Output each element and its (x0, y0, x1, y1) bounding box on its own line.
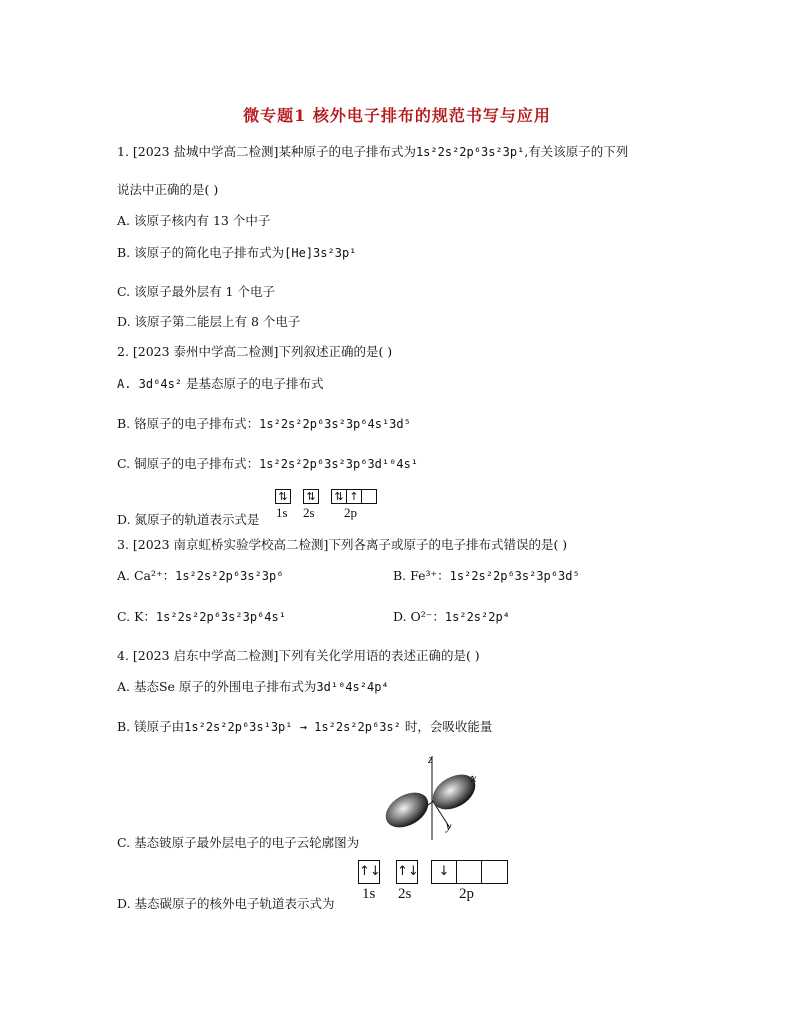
q4-orbital-2p-3 (482, 861, 507, 883)
q3-option-b-config: 1s²2s²2p⁶3s²3p⁶3d⁵ (449, 569, 580, 583)
q1-stem-suffix: ,有关该原子的下列 (524, 144, 629, 159)
q3-option-b (393, 568, 580, 584)
q1-stem-line2: 说法中正确的是( ) (117, 182, 219, 197)
q2-option-a-text: 是基态原子的电子排布式 (182, 376, 324, 391)
q2-stem: 2. [2023 泰州中学高二检测]下列叙述正确的是( ) (117, 344, 393, 359)
y-axis-label: y (446, 819, 452, 833)
q4-option-c: C. 基态铍原子最外层电子的电子云轮廓图为 (117, 835, 360, 850)
q4-option-d: D. 基态碳原子的核外电子轨道表示式为 (117, 896, 335, 911)
q2-option-c-config: 1s²2s²2p⁶3s²3p⁶3d¹⁰4s¹ (259, 457, 419, 471)
q4-orbital-label-2s: 2s (398, 886, 412, 902)
q1-option-d: D. 该原子第二能层上有 8 个电子 (117, 314, 301, 329)
q2-option-c (117, 456, 418, 472)
q4-option-a (117, 679, 389, 695)
q2-orbital-label-2p: 2p (344, 505, 357, 520)
orbital-lobe-left (380, 786, 435, 835)
q1-stem (117, 144, 628, 160)
q2-option-a (117, 376, 324, 392)
q3-option-d (393, 609, 510, 625)
q1-option-b (117, 245, 356, 261)
q4-orbital-2p (431, 860, 508, 884)
q3-option-c-config: 1s²2s²2p⁶3s²3p⁶4s¹ (155, 610, 286, 624)
q2-orbital-1s-electrons: ⇅ (278, 490, 288, 503)
q4-option-b (117, 719, 492, 735)
q1-option-b-text: B. 该原子的简化电子排布式为 (117, 245, 285, 260)
q2-orbital-2s-electrons: ⇅ (306, 490, 316, 503)
q4-option-b-suffix: 时，会吸收能量 (400, 719, 493, 734)
q2-orbital-2s (303, 489, 319, 504)
q3-option-a (117, 568, 283, 584)
q4-option-a-text: A. 基态Se 原子的外围电子排布式为 (117, 679, 317, 694)
page-title: 微专题1 核外电子排布的规范书写与应用 (243, 106, 551, 125)
q2-orbital-2p-2: ↑ (347, 490, 362, 503)
q3-option-d-config: 1s²2s²2p⁴ (444, 610, 510, 624)
q3-option-c-atom: C. K： (117, 609, 156, 624)
q4-orbital-2p-1: ↓ (432, 861, 457, 883)
q2-option-b-config: 1s²2s²2p⁶3s²3p⁶4s¹3d⁵ (259, 417, 411, 431)
z-axis-label: z (428, 752, 433, 766)
q4-orbital-1s (358, 860, 380, 884)
q3-stem: 3. [2023 南京虹桥实验学校高二检测]下列各离子或原子的电子排布式错误的是( ) (117, 537, 568, 552)
q2-option-a-config: A. 3d⁶4s² (117, 377, 183, 391)
q2-option-d: D. 氮原子的轨道表示式是 (117, 512, 260, 527)
q1-option-a: A. 该原子核内有 13 个中子 (117, 213, 271, 228)
q4-orbital-2s-electrons: ↑↓ (397, 864, 419, 879)
q2-option-b-text: B. 铬原子的电子排布式： (117, 416, 260, 431)
q1-option-b-config: [He]3s²3p¹ (284, 246, 357, 260)
q2-orbital-2p-3 (362, 490, 376, 503)
q1-option-c: C. 该原子最外层有 1 个电子 (117, 284, 275, 299)
q4-option-b-config: 1s²2s²2p⁶3s¹3p¹ → 1s²2s²2p⁶3s² (184, 720, 401, 734)
x-axis-label: x (471, 771, 477, 785)
q2-orbital-label-2s: 2s (303, 505, 315, 520)
q4-orbital-1s-electrons: ↑↓ (359, 864, 381, 879)
q4-option-a-config: 3d¹⁰4s²4p⁴ (316, 680, 389, 694)
p-orbital-cloud-figure (360, 748, 500, 848)
q2-option-b (117, 416, 411, 432)
q4-orbital-label-1s: 1s (362, 886, 376, 902)
q4-stem: 4. [2023 启东中学高二检测]下列有关化学用语的表述正确的是( ) (117, 648, 480, 663)
q3-option-a-ion: A. Ca²⁺： (117, 568, 176, 583)
q3-option-a-config: 1s²2s²2p⁶3s²3p⁶ (175, 569, 284, 583)
q3-option-d-ion: D. O²⁻： (393, 609, 445, 624)
q4-orbital-label-2p: 2p (459, 886, 474, 902)
q3-option-b-ion: B. Fe³⁺： (393, 568, 450, 583)
q4-orbital-2s (396, 860, 418, 884)
q1-stem-prefix: 1. [2023 盐城中学高二检测]某种原子的电子排布式为 (117, 144, 416, 159)
q2-option-c-text: C. 铜原子的电子排布式： (117, 456, 260, 471)
q2-orbital-2p (331, 489, 377, 504)
q2-orbital-1s (275, 489, 291, 504)
q1-config: 1s²2s²2p⁶3s²3p¹ (415, 145, 525, 159)
q3-option-c (117, 609, 286, 625)
q2-orbital-label-1s: 1s (276, 505, 288, 520)
q4-option-b-text: B. 镁原子由 (117, 719, 185, 734)
q4-orbital-2p-2 (457, 861, 482, 883)
q2-orbital-2p-1: ⇅ (332, 490, 347, 503)
